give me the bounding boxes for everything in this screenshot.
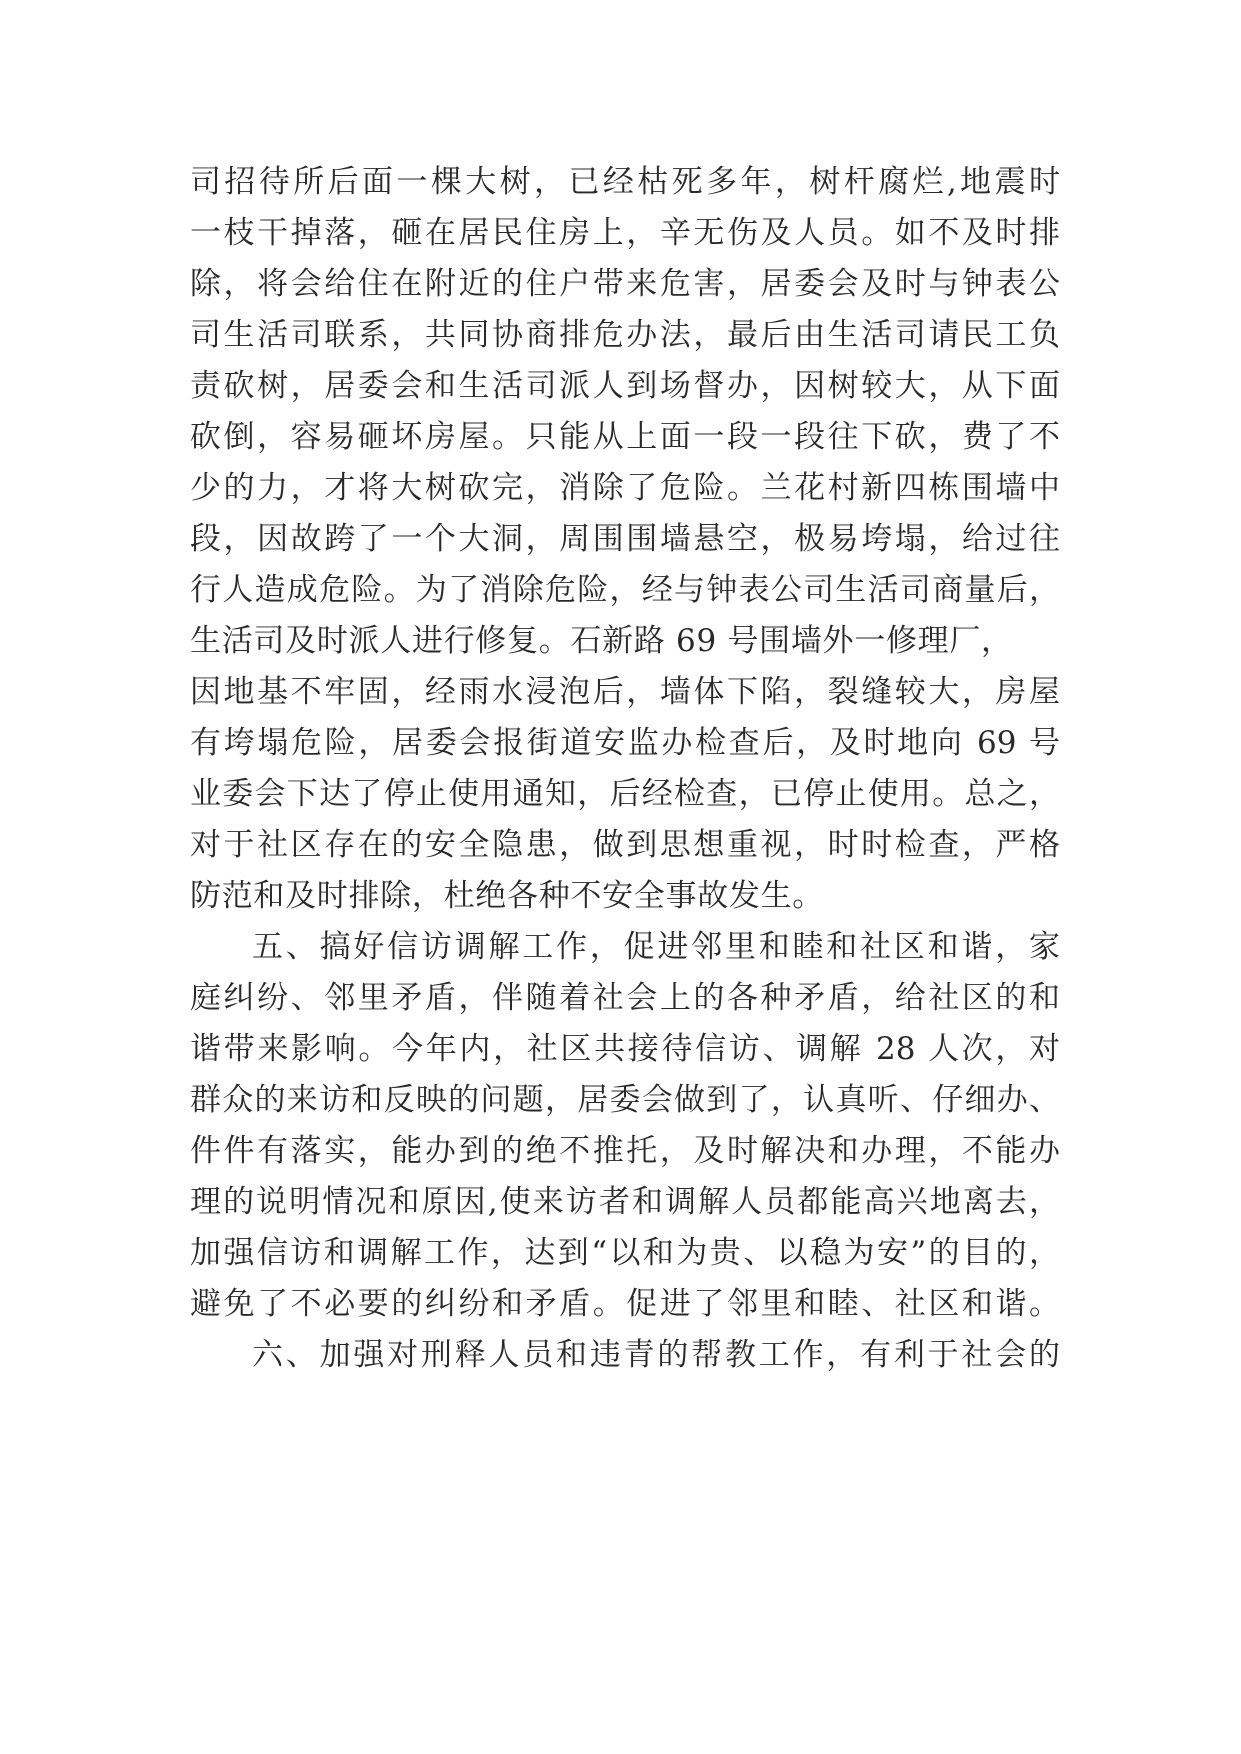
text-line: 庭纠纷、邻里矛盾，伴随着社会上的各种矛盾，给社区的和 (190, 980, 1060, 1016)
text-line: 有垮塌危险，居委会报街道安监办检查后，及时地向 69 号 (190, 725, 1060, 761)
text-line: 行人造成危险。为了消除危险，经与钟表公司生活司商量后， (190, 572, 1060, 608)
document-body (190, 157, 1060, 1381)
text-line: 加强信访和调解工作，达到“以和为贵、以稳为安”的目的， (190, 1235, 1060, 1271)
text-line: 避免了不必要的纠纷和矛盾。促进了邻里和睦、社区和谐。 (190, 1286, 1060, 1322)
paragraph-section-six (190, 1330, 1060, 1381)
text-line: 业委会下达了停止使用通知，后经检查，已停止使用。总之， (190, 776, 1060, 812)
text-line: 司生活司联系，共同协商排危办法，最后由生活司请民工负 (190, 317, 1060, 353)
text-line: 防范和及时排除，杜绝各种不安全事故发生。 (190, 878, 824, 914)
text-line: 群众的来访和反映的问题，居委会做到了，认真听、仔细办、 (190, 1082, 1060, 1118)
section-heading-line: 六、加强对刑释人员和违青的帮教工作，有利于社会的 (252, 1337, 1060, 1373)
paragraph-safety-hazards (190, 157, 1060, 922)
text-line: 一枝干掉落，砸在居民住房上，辛无伤及人员。如不及时排 (190, 215, 1060, 251)
text-line: 件件有落实，能办到的绝不推托，及时解决和办理，不能办 (190, 1133, 1060, 1169)
text-line: 司招待所后面一棵大树，已经枯死多年，树杆腐烂,地震时 (190, 164, 1060, 200)
text-line: 段，因故跨了一个大洞，周围围墙悬空，极易垮塌，给过往 (190, 521, 1060, 557)
paragraph-section-five (190, 922, 1060, 1330)
text-line: 理的说明情况和原因,使来访者和调解人员都能高兴地离去， (190, 1184, 1060, 1220)
text-line: 除，将会给住在附近的住户带来危害，居委会及时与钟表公 (190, 266, 1060, 302)
text-line: 砍倒，容易砸坏房屋。只能从上面一段一段往下砍，费了不 (190, 419, 1060, 455)
text-line: 少的力，才将大树砍完，消除了危险。兰花村新四栋围墙中 (190, 470, 1060, 506)
section-heading-line: 五、搞好信访调解工作，促进邻里和睦和社区和谐，家 (252, 929, 1060, 965)
text-line: 责砍树，居委会和生活司派人到场督办，因树较大，从下面 (190, 368, 1060, 404)
text-line: 对于社区存在的安全隐患，做到思想重视，时时检查，严格 (190, 827, 1060, 863)
text-line: 因地基不牢固，经雨水浸泡后，墙体下陷，裂缝较大，房屋 (190, 674, 1060, 710)
text-line: 谐带来影响。今年内，社区共接待信访、调解 28 人次，对 (190, 1031, 1060, 1067)
text-line: 生活司及时派人进行修复。石新路 69 号围墙外一修理厂， (190, 623, 1013, 659)
